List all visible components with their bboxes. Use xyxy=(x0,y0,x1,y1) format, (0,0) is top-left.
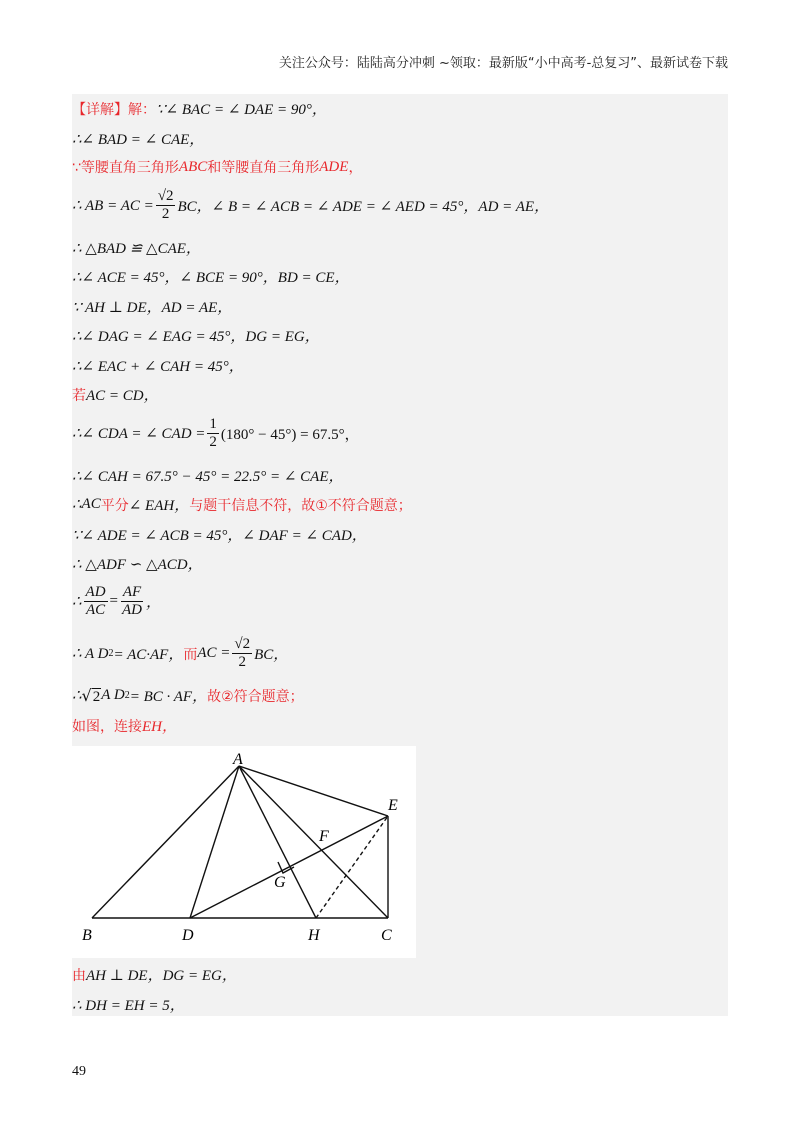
label-d: D xyxy=(182,927,194,944)
label-e: E xyxy=(388,797,398,814)
segment-ac xyxy=(239,766,388,918)
fraction-af-over-ad: $\frac{AF}{AD}$ xyxy=(122,584,143,618)
line-7: ∵ AH ⊥ DE，AD = AE， xyxy=(72,300,233,316)
label-b: B xyxy=(82,927,92,944)
segment-ad xyxy=(190,766,239,918)
line-1: 【详解】解： ∵∠ BAC = ∠ DAE = 90°， xyxy=(72,101,327,118)
line-16: ∴ $\frac{AD}{AC}$ = $\frac{AF}{AD}$ ， xyxy=(72,584,162,618)
page-number: 49 xyxy=(72,1064,86,1079)
line-19: 如图，连接 EH， xyxy=(72,718,177,735)
label-a: A xyxy=(233,751,243,768)
line-21: ∴ DH = EH = 5， xyxy=(72,998,185,1014)
line-13: ∴ AC 平分 ∠ EAH， 与题干信息不符，故①不符合题意； xyxy=(72,496,412,514)
label-g: G xyxy=(274,874,286,891)
segment-ae xyxy=(239,766,388,816)
line-20: 由 AH ⊥ DE，DG = EG， xyxy=(72,967,237,984)
sqrt-2: √ 2 xyxy=(81,686,101,705)
segment-ah xyxy=(239,766,316,918)
line-2: ∴∠ BAD = ∠ CAE， xyxy=(72,132,205,148)
page-header: 关注公众号：陆陆高分冲刺 ~领取：最新版“小中高考-总复习”、最新试卷下载 xyxy=(278,56,728,71)
line-8: ∴∠ DAG = ∠ EAG = 45°，DG = EG， xyxy=(72,329,320,345)
line-11: ∴∠ CDA = ∠ CAD = $\frac{1}{2}$ (180° − 45°) = 67.5°， xyxy=(72,416,360,450)
geometry-figure xyxy=(72,746,416,958)
geometry-diagram xyxy=(72,746,416,958)
line-6: ∴∠ ACE = 45°，∠ BCE = 90°，BD = CE， xyxy=(72,270,350,286)
line-5: ∴ △BAD ≌ △CAE， xyxy=(72,241,201,257)
label-h: H xyxy=(308,927,320,944)
fraction-sqrt2-over-2-b: $\frac{√2}{2}$ xyxy=(234,636,251,670)
line-17: ∴ A D 2 = AC·AF， 而 AC = $\frac{√2}{2}$ BC， xyxy=(72,636,289,670)
radical-sign: √ xyxy=(81,686,92,705)
fraction-ad-over-ac: $\frac{AD}{AC}$ xyxy=(85,584,106,618)
line-18: ∴ √ 2 A D 2 = BC · AF， 故②符合题意； xyxy=(72,686,304,705)
label-c: C xyxy=(381,927,392,944)
fraction-one-half: $\frac{1}{2}$ xyxy=(209,416,217,450)
line-10: 若 AC = CD， xyxy=(72,387,159,404)
segment-ab xyxy=(92,766,239,918)
line-12: ∴∠ CAH = 67.5° − 45° = 22.5° = ∠ CAE， xyxy=(72,469,344,485)
line-4: ∴ AB = AC = $\frac{√2}{2}$ BC，∠ B = ∠ ACB = ∠ ADE = ∠ AED = 45°，AD = AE， xyxy=(72,188,550,222)
line-3: ∵等腰直角三角形 ABC 和等腰直角三角形 ADE ， xyxy=(72,158,363,176)
segment-de xyxy=(190,816,388,918)
solution-block xyxy=(72,94,728,1016)
fraction-sqrt2-over-2: $\frac{√2}{2}$ xyxy=(157,188,174,222)
line-15: ∴ △ADF ∽ △ACD， xyxy=(72,557,203,573)
line-9: ∴∠ EAC + ∠ CAH = 45°， xyxy=(72,359,244,375)
line-14: ∵∠ ADE = ∠ ACB = 45°，∠ DAF = ∠ CAD， xyxy=(72,528,367,544)
label-f: F xyxy=(319,828,329,845)
